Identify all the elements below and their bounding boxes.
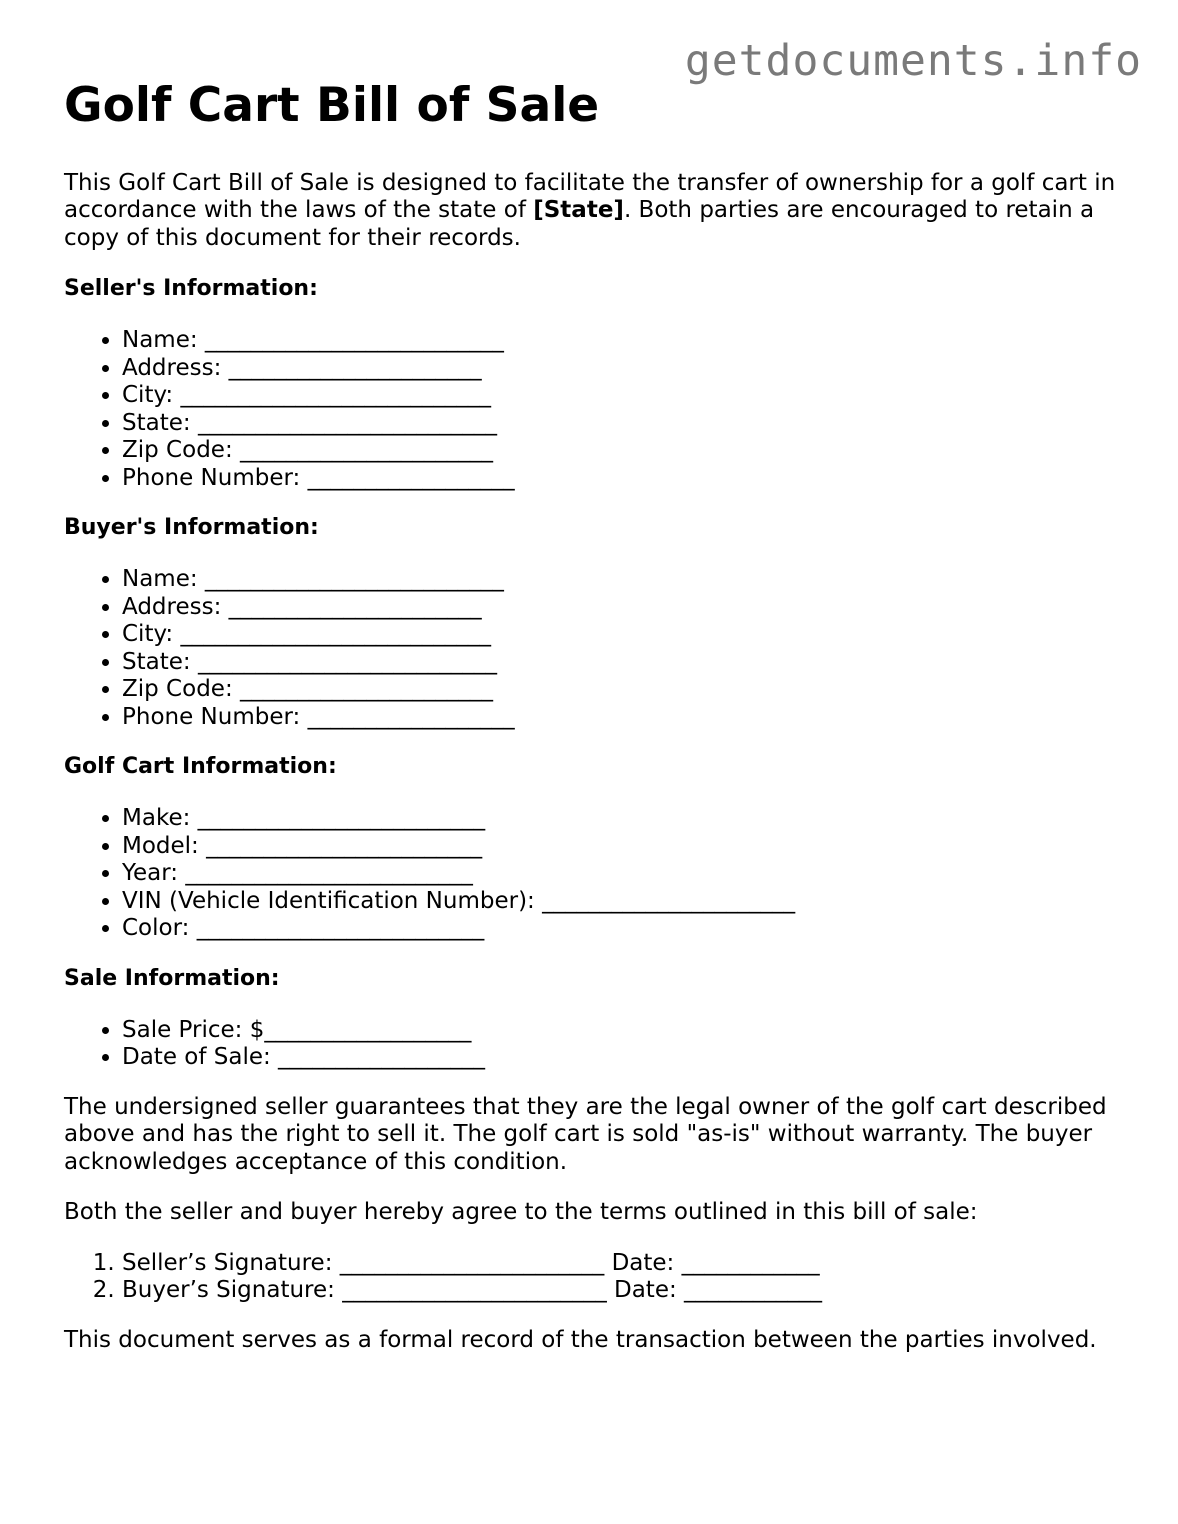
- buyer-phone-field: • Phone Number: __________________: [122, 704, 1124, 732]
- cart-color-field: • Color: _________________________: [122, 915, 1124, 943]
- intro-text-before: This Golf Cart Bill of Sale is designed to facilitate the transfer of ownership for a golf cart in accordance with the laws of the state of: [64, 169, 1116, 224]
- seller-signature-line: 1. Seller’s Signature: _______________________ Date: ____________: [122, 1250, 1124, 1278]
- cart-model-field: • Model: ________________________: [122, 833, 1124, 861]
- intro-paragraph: [64, 170, 1124, 253]
- buyer-heading: Buyer's Information:: [64, 515, 319, 541]
- buyer-fields: [64, 566, 1124, 731]
- sale-price-field: • Sale Price: $__________________: [122, 1017, 1124, 1045]
- buyer-zip-field: • Zip Code: ______________________: [122, 676, 1124, 704]
- sale-fields: [64, 1017, 1124, 1072]
- seller-phone-field: • Phone Number: __________________: [122, 465, 1124, 493]
- agreement-paragraph: Both the seller and buyer hereby agree to the terms outlined in this bill of sale:: [64, 1199, 978, 1226]
- seller-state-field: • State: __________________________: [122, 410, 1124, 438]
- closing-paragraph: This document serves as a formal record of the transaction between the parties involved.: [64, 1326, 1097, 1353]
- seller-name-field: • Name: __________________________: [122, 327, 1124, 355]
- cart-heading: Golf Cart Information:: [64, 754, 337, 780]
- seller-heading: Seller's Information:: [64, 276, 318, 302]
- buyer-city-field: • City: ___________________________: [122, 621, 1124, 649]
- intro-text-after: . Both parties are encouraged to retain a copy of this document for their records.: [64, 197, 1095, 251]
- buyer-name-field: • Name: __________________________: [122, 566, 1124, 594]
- cart-vin-field: • VIN (Vehicle Identification Number): ______________________: [122, 888, 1124, 916]
- sale-date-field: • Date of Sale: __________________: [122, 1044, 1124, 1072]
- document-body: [64, 80, 1124, 1377]
- state-placeholder: [State]: [533, 197, 624, 224]
- seller-fields: [64, 327, 1124, 492]
- guarantee-paragraph: The undersigned seller guarantees that they are the legal owner of the golf cart described above and has the right to sell it. The golf cart is sold "as-is" without warranty. The buyer acknowledges acceptance of this condition.: [64, 1093, 1107, 1175]
- sale-heading: Sale Information:: [64, 965, 280, 991]
- cart-make-field: • Make: _________________________: [122, 805, 1124, 833]
- seller-address-field: • Address: ______________________: [122, 355, 1124, 383]
- buyer-state-field: • State: __________________________: [122, 649, 1124, 677]
- seller-zip-field: • Zip Code: ______________________: [122, 437, 1124, 465]
- buyer-address-field: • Address: ______________________: [122, 594, 1124, 622]
- cart-fields: [64, 805, 1124, 943]
- watermark: getdocuments.info: [684, 36, 1142, 86]
- cart-year-field: • Year: _________________________: [122, 860, 1124, 888]
- buyer-signature-line: 2. Buyer’s Signature: _______________________ Date: ____________: [122, 1277, 1124, 1305]
- seller-city-field: • City: ___________________________: [122, 382, 1124, 410]
- page-title: Golf Cart Bill of Sale: [64, 78, 600, 133]
- signature-list: [64, 1250, 1124, 1305]
